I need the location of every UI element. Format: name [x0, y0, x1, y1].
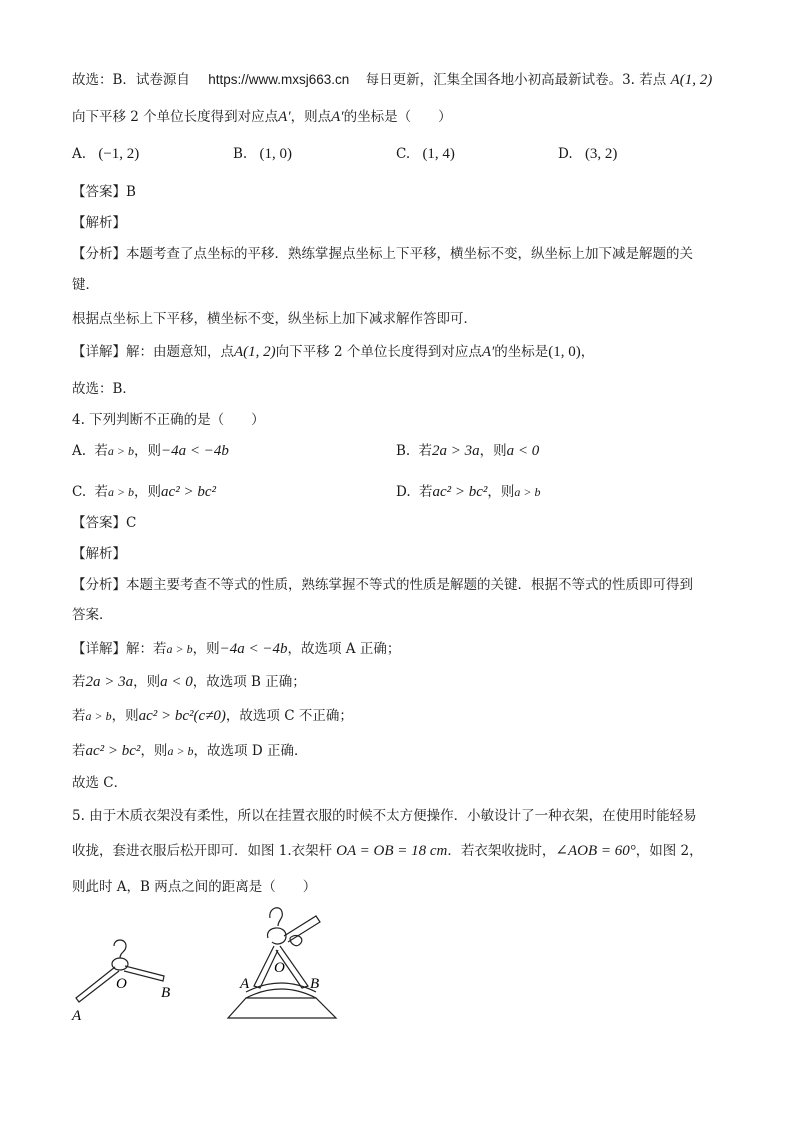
q3-fenxi-1: 【分析】本题考查了点坐标的平移．熟练掌握点坐标上下平移，横坐标不变，纵坐标上加下减是解题的关: [72, 246, 693, 262]
q3-stem-text: 向下平移 2 个单位长度得到对应点: [72, 109, 279, 125]
q5-line-2: [72, 841, 703, 861]
d-pre: 若: [72, 743, 86, 759]
option-letter: B.: [233, 146, 248, 162]
hanger-figure-2: [224, 898, 364, 1022]
q4-detail-2: [72, 672, 306, 692]
q4-detail-3: [72, 706, 353, 726]
option-mid: ，则: [479, 443, 507, 459]
option-mid: ，则: [134, 484, 162, 500]
q4-option-b: [396, 441, 539, 461]
option-cond: 2a > 3a: [432, 443, 480, 459]
d-mid: ，则: [192, 641, 220, 657]
d-end: ，故选项 A 正确；: [287, 641, 401, 657]
fig2-label-b: B: [310, 976, 320, 992]
q3-stem-end: 的坐标是（ ）: [343, 109, 452, 125]
q3-option-b: [233, 144, 292, 164]
q3-stem-mid: ，则点: [290, 109, 332, 125]
q3-a-prime-2: A′: [331, 109, 344, 125]
q4-answer: 【答案】C: [72, 515, 137, 531]
q4-jiexi: 【解析】: [72, 546, 126, 562]
q4-fenxi-1: 【分析】本题主要考查不等式的性质，熟练掌握不等式的性质是解题的关键．根据不等式的性质即可得到: [72, 577, 693, 593]
fig2-label-o: O: [274, 960, 285, 976]
option-res: −4a < −4b: [160, 443, 229, 459]
q4-detail-1: [72, 639, 400, 659]
q4-stem: 4. 下列判断不正确的是（ ）: [72, 412, 265, 428]
option-cond: a > b: [107, 444, 134, 458]
q3-xiangjie-mid2: 的坐标是: [494, 344, 549, 360]
q4-fenxi-2: 答案．: [72, 607, 113, 623]
d-mid: ，则: [111, 708, 139, 724]
d-res: a < 0: [160, 674, 193, 690]
q3-fenxi-2: 键．: [72, 277, 99, 293]
q3-a-prime: A′: [278, 109, 291, 125]
option-res: a > b: [514, 485, 541, 499]
q4-conclusion: 故选 C．: [72, 775, 128, 791]
q3-intro: 故选：B．试卷源自: [72, 72, 190, 88]
fig2-label-a: A: [240, 976, 250, 992]
q5-length-eq: OA = OB = 18 cm: [336, 843, 448, 859]
q3-promo: 每日更新，汇集全国各地小初高最新试卷。3. 若点: [365, 72, 667, 88]
q4-detail-4: [72, 741, 307, 761]
d-pre: 若: [72, 674, 86, 690]
q3-stem-line: [72, 107, 452, 127]
q4-option-c: [72, 482, 216, 502]
q3-option-c: [396, 144, 455, 164]
q3-xiangjie-point: A(1, 2): [234, 344, 276, 360]
q3-xiangjie-mid: 向下平移 2 个单位长度得到对应点: [275, 344, 482, 360]
d-cond: 2a > 3a: [85, 674, 134, 690]
q3-xiangjie: [72, 342, 594, 362]
q3-fenxi-3: 根据点坐标上下平移，横坐标不变，纵坐标上加下减求解作答即可．: [72, 311, 477, 327]
q3-intro-line: [72, 70, 712, 90]
d-res: ac² > bc²(c≠0): [138, 708, 226, 724]
d-cond: a > b: [85, 709, 112, 723]
d-end: ，故选项 B 正确；: [192, 674, 306, 690]
q3-xiangjie-ap: A′: [481, 344, 495, 360]
hanger-figure-1: [68, 932, 188, 1022]
option-letter: C.: [396, 146, 411, 162]
option-pre: 若: [418, 443, 433, 459]
q3-option-a: [72, 144, 139, 164]
q3-option-d: [558, 144, 617, 164]
q3-conclusion: 故选：B．: [72, 381, 136, 397]
option-value: (−1, 2): [98, 146, 140, 162]
option-value: (1, 4): [422, 146, 455, 162]
d-cond: a > b: [166, 642, 193, 656]
d-res: a > b: [167, 744, 194, 758]
option-pre: 若: [94, 443, 108, 459]
option-cond: ac² > bc²: [432, 484, 488, 500]
option-letter: A.: [72, 146, 87, 162]
d-cond: ac² > bc²: [85, 743, 141, 759]
d-pre: 若: [72, 708, 86, 724]
q3-xiangjie-pre: 【详解】解：由题意知，点: [72, 344, 234, 360]
option-mid: ，则: [487, 484, 515, 500]
option-letter: D.: [558, 146, 573, 162]
d-mid: ，则: [140, 743, 168, 759]
q5-line-3: 则此时 A，B 两点之间的距离是（ ）: [72, 879, 317, 895]
option-cond: a > b: [107, 485, 135, 499]
q3-point-a: A(1, 2): [670, 72, 713, 88]
q3-answer: 【答案】B: [72, 184, 136, 200]
fig1-label-a: A: [72, 1008, 82, 1022]
q3-xiangjie-val: (1, 0): [548, 344, 581, 360]
source-url-link[interactable]: https://www.mxsj663.cn: [208, 72, 350, 87]
q3-xiangjie-end: ，: [580, 344, 595, 360]
q5-line2-pre: 收拢，套进衣服后松开即可．如图 1.衣架杆: [72, 843, 333, 859]
option-pre: 若: [418, 484, 433, 500]
option-res: ac² > bc²: [161, 484, 216, 500]
d-res: −4a < −4b: [219, 641, 288, 657]
option-value: (1, 0): [259, 146, 293, 162]
option-res: a < 0: [506, 443, 540, 459]
q3-jiexi: 【解析】: [72, 215, 126, 231]
q5-line2-mid: ．若衣架收拢时，: [447, 843, 556, 859]
option-letter: B.: [396, 443, 411, 459]
d-end: ，故选项 C 不正确；: [225, 708, 353, 724]
option-mid: ，则: [133, 443, 161, 459]
option-pre: 若: [94, 484, 108, 500]
q5-line-1: 5. 由于木质衣架没有柔性，所以在挂置衣服的时候不太方便操作．小敏设计了一种衣架，在使用时能轻易: [72, 808, 697, 824]
q5-angle-eq: ∠AOB = 60°: [555, 843, 636, 859]
d-pre: 【详解】解：若: [72, 641, 167, 657]
option-letter: C.: [72, 484, 87, 500]
d-mid: ，则: [133, 674, 161, 690]
q5-line2-end: ，如图 2，: [635, 843, 703, 859]
option-letter: A.: [72, 443, 87, 459]
d-end: ，故选项 D 正确．: [193, 743, 308, 759]
fig1-label-b: B: [161, 985, 171, 1001]
q4-option-a: [72, 441, 229, 461]
option-value: (3, 2): [584, 146, 618, 162]
fig1-label-o: O: [116, 976, 127, 992]
option-letter: D.: [396, 484, 411, 500]
q4-option-d: [396, 482, 540, 502]
